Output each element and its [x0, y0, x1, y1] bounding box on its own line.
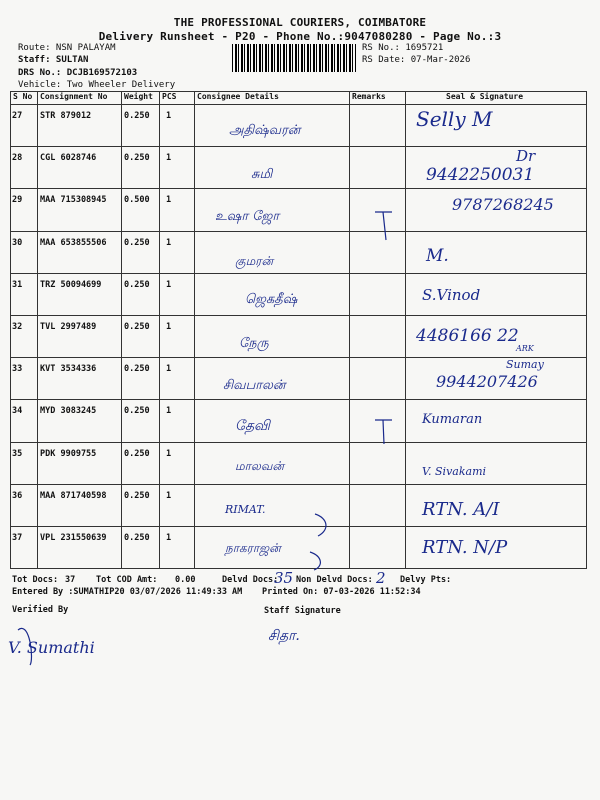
weight-value: 0.250 [124, 153, 150, 164]
consignment-number: TRZ 50094699 [40, 279, 102, 290]
weight-value: 0.250 [124, 532, 150, 543]
signature-handwriting: 9787268245 [452, 195, 554, 215]
pcs-value: 1 [166, 279, 172, 290]
col-header-sno: S No [11, 92, 38, 105]
pcs-value: 1 [166, 321, 172, 332]
row-sno: 32 [12, 321, 23, 332]
consignment-number: STR 879012 [40, 111, 92, 121]
row-sno: 28 [12, 153, 23, 164]
signature-handwriting: 4486166 22 [416, 325, 519, 346]
signature-handwriting: V. Sivakami [422, 464, 487, 478]
entered-by: Entered By :SUMATHIP20 03/07/2026 11:49:33 AM [12, 587, 243, 597]
consignment-number: TVL 2997489 [40, 321, 97, 332]
pcs-value: 1 [166, 111, 172, 121]
consignee-handwriting: மாலவன் [235, 458, 285, 473]
consignment-number: VPL 231550639 [40, 532, 107, 543]
tot-docs-value: 37 [65, 575, 76, 585]
consignment-number: MYD 3083245 [40, 406, 97, 417]
tot-docs-label: Tot Docs: [12, 575, 59, 585]
rs-date: RS Date: 07-Mar-2026 [362, 55, 471, 65]
pcs-value: 1 [166, 195, 172, 206]
consignee-handwriting: குமரன் [235, 253, 274, 268]
row-sno: 34 [12, 406, 23, 417]
runsheet-subtitle: Delivery Runsheet - P20 - Phone No.:9047080280 - Page No.:3 [98, 30, 502, 43]
weight-value: 0.250 [124, 321, 150, 332]
pcs-value: 1 [166, 532, 172, 543]
weight-value: 0.250 [124, 279, 150, 290]
signature-phone: 9944207426 [436, 372, 538, 392]
row-sno: 31 [12, 279, 23, 290]
signature-handwriting: Sumay [506, 358, 544, 372]
consignee-handwriting: தேவி [235, 418, 270, 435]
delvy-pts-label: Delvy Pts: [400, 575, 452, 585]
delvd-docs-value: 35 [274, 569, 294, 587]
delvd-docs-label: Delvd Docs: [222, 575, 279, 585]
col-header-consignee: Consignee Details [195, 92, 350, 105]
signature-handwriting: Selly M [416, 107, 493, 131]
col-header-weight: Weight [122, 92, 160, 105]
row-sno: 30 [12, 237, 23, 248]
pcs-value: 1 [166, 153, 172, 164]
tot-cod-value: 0.00 [175, 575, 196, 585]
signature-phone: 9442250031 [426, 165, 535, 186]
pcs-value: 1 [166, 364, 172, 375]
drs-number: DRS No.: DCJB169572103 [18, 68, 138, 78]
signature-handwriting: M. [426, 245, 449, 266]
weight-value: 0.250 [124, 448, 150, 459]
verifier-signature: V. Sumathi [8, 638, 95, 657]
staff-signature-label: Staff Signature [264, 606, 341, 616]
company-title: THE PROFESSIONAL COURIERS, COIMBATORE [173, 16, 427, 29]
col-header-signature: Seal & Signature [406, 92, 587, 105]
weight-value: 0.250 [124, 364, 150, 375]
row-sno: 36 [12, 490, 23, 501]
non-delvd-value: 2 [376, 569, 386, 587]
weight-value: 0.250 [124, 111, 150, 121]
col-header-remarks: Remarks [350, 92, 406, 105]
staff-signature-handwriting: சிதா. [268, 628, 300, 644]
signature-handwriting: S.Vinod [422, 285, 481, 304]
col-header-pcs: PCS [160, 92, 195, 105]
tot-cod-label: Tot COD Amt: [96, 575, 158, 585]
printed-on: Printed On: 07-03-2026 11:52:34 [262, 587, 421, 597]
row-sno: 33 [12, 364, 23, 375]
consignment-number: MAA 871740598 [40, 490, 107, 501]
signature-handwriting: RTN. N/P [422, 536, 508, 558]
rs-number: RS No.: 1695721 [362, 43, 444, 53]
signature-handwriting: RTN. A/I [422, 498, 500, 520]
row-sno: 35 [12, 448, 23, 459]
row-sno: 37 [12, 532, 23, 543]
non-delvd-label: Non Delvd Docs: [296, 575, 373, 585]
consignee-handwriting: நாகராஜன் [225, 540, 281, 555]
signature-handwriting: Kumaran [422, 412, 483, 428]
consignment-number: KVT 3534336 [40, 364, 97, 375]
consignment-number: CGL 6028746 [40, 153, 97, 164]
row-sno: 27 [12, 111, 23, 121]
row-sno: 29 [12, 195, 23, 206]
consignee-handwriting: RIMAT. [225, 502, 266, 516]
staff-text: Staff: SULTAN [18, 55, 89, 65]
consignee-handwriting: நேரு [239, 335, 269, 351]
pcs-value: 1 [166, 490, 172, 501]
col-header-consignment: Consignment No [38, 92, 122, 105]
consignee-handwriting: உஷா ஜோ [215, 209, 280, 225]
route-text: Route: NSN PALAYAM [18, 43, 116, 53]
pcs-value: 1 [166, 406, 172, 417]
consignee-handwriting: சுமி [251, 167, 273, 183]
signature-note: ARK [516, 343, 534, 353]
vehicle-text: Vehicle: Two Wheeler Delivery [18, 80, 176, 90]
consignee-handwriting: அதிஷ்வரன் [229, 123, 301, 138]
consignment-number: MAA 653855506 [40, 237, 107, 248]
weight-value: 0.250 [124, 406, 150, 417]
signature-handwriting: Dr [516, 147, 536, 166]
verified-by-label: Verified By [12, 605, 69, 615]
consignment-number: MAA 715308945 [40, 195, 107, 206]
pcs-value: 1 [166, 237, 172, 248]
consignee-handwriting: சிவபாலன் [223, 378, 286, 394]
consignment-number: PDK 9909755 [40, 448, 97, 459]
pcs-value: 1 [166, 448, 172, 459]
weight-value: 0.250 [124, 490, 150, 501]
weight-value: 0.500 [124, 195, 150, 206]
weight-value: 0.250 [124, 237, 150, 248]
consignee-handwriting: ஜெகதீஷ் [245, 291, 298, 307]
